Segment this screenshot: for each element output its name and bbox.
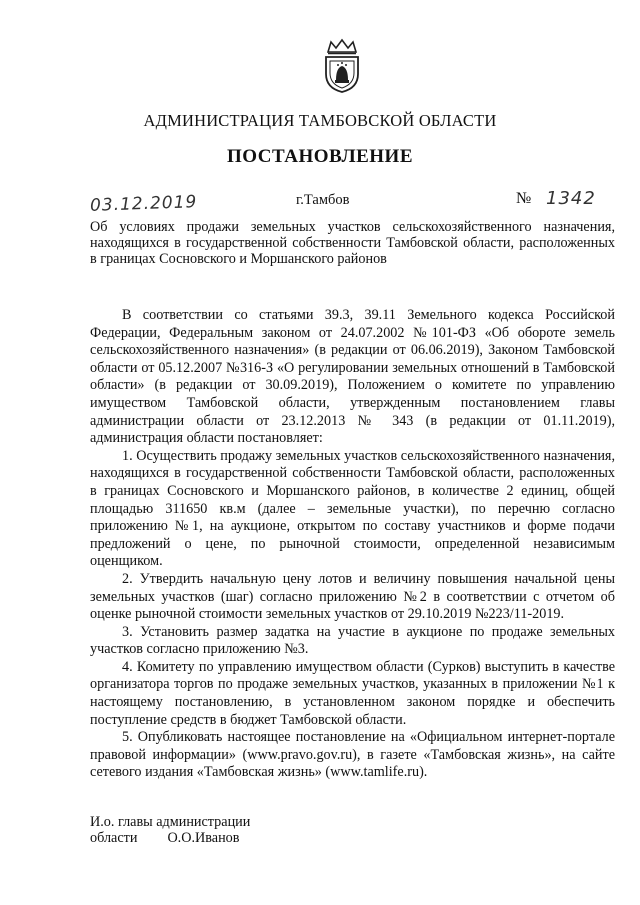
clause-paragraph: 1. Осуществить продажу земельных участков сельскохозяйственного назначения, находящихся в государственной собственности Тамбовской области, расположенных в границах Сосновского и Моршанского районов, в количестве 2 единиц, общей площадью 311650 кв.м (далее – земельные участки), по перечню согласно приложению №1, на аукционе, открытом по составу участников и форме подачи предложений о цене, по рыночной стоимости, определенной независимым оценщиком. bbox=[90, 447, 615, 570]
document-date: 03.12.2019 bbox=[89, 192, 198, 216]
document-city: г.Тамбов bbox=[296, 192, 350, 208]
document-number-label: № bbox=[516, 190, 532, 207]
signatory-position-cont: области bbox=[90, 830, 138, 846]
clause-paragraph: 2. Утвердить начальную цену лотов и величину повышения начальной цены земельных участков (шаг) согласно приложению №2 в соответствии с отчетом об оценке рыночной стоимости земельных участков от 29.10.2019 №223/11-2019. bbox=[90, 570, 615, 623]
authority-title: АДМИНИСТРАЦИЯ ТАМБОВСКОЙ ОБЛАСТИ bbox=[143, 111, 497, 130]
document-type-title: ПОСТАНОВЛЕНИЕ bbox=[226, 146, 414, 167]
document-subject: Об условиях продажи земельных участков сельскохозяйственного назначения, находящихся в государственной собственности Тамбовской области, расположенных в границах Сосновского и Моршанского районов bbox=[90, 219, 615, 267]
clause-paragraph: 5. Опубликовать настоящее постановление на «Официальном интернет-портале правовой информации» (www.pravo.gov.ru), в газете «Тамбовская жизнь», на сайте сетевого издания «Тамбовская жизнь» (www.tamlife.ru). bbox=[90, 729, 615, 781]
signatory-position: И.о. главы администрации bbox=[90, 814, 251, 830]
preamble-paragraph: В соответствии со статьями 39.3, 39.11 Земельного кодекса Российской Федерации, Федеральным законом от 24.07.2002 №101-ФЗ «Об обороте земель сельскохозяйственного назначения» (в редакции от 06.06.2019), Законом Тамбовской области от 05.12.2007 №316-З «О регулировании земельных отношений в Тамбовской области» (в редакции от 30.09.2019), Положением о комитете по управлению имуществом Тамбовской области, утвержденным постановлением главы администрации области от 23.12.2013 № 343 (в редакции от 01.11.2019), администрация области постановляет: bbox=[90, 307, 615, 447]
clause-paragraph: 3. Установить размер задатка на участие в аукционе по продаже земельных участков согласно приложению №3. bbox=[90, 623, 615, 658]
document-number: 1342 bbox=[546, 188, 596, 209]
clause-paragraph: 4. Комитету по управлению имуществом области (Сурков) выступить в качестве организатора торгов по продаже земельных участков, указанных в приложении №1 к настоящему постановлению, в установленном законом порядке и обеспечить поступление средств в бюджет Тамбовской области. bbox=[90, 658, 615, 728]
signatory-name: О.О.Иванов bbox=[167, 830, 240, 846]
signature-block bbox=[90, 814, 250, 846]
coat-of-arms-icon bbox=[318, 38, 366, 94]
document-body bbox=[90, 307, 615, 782]
